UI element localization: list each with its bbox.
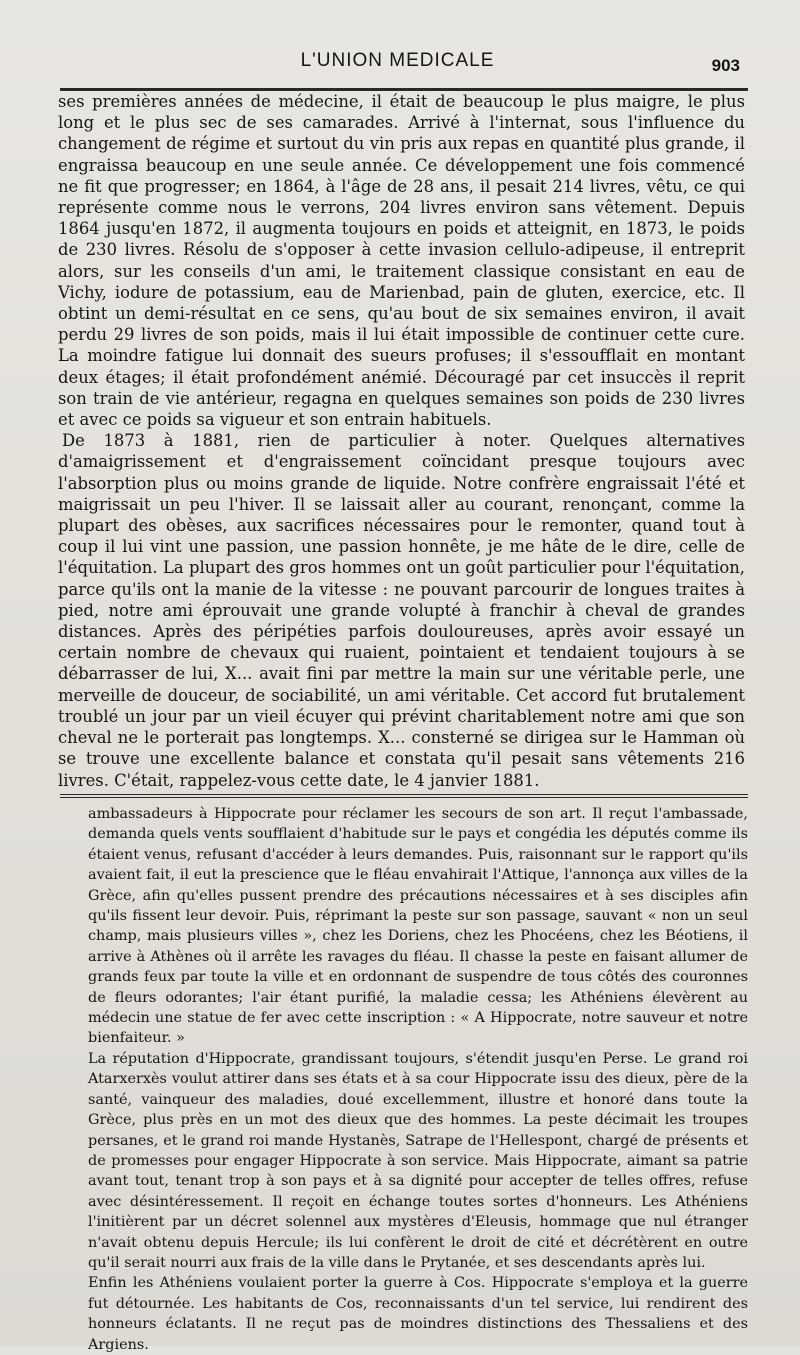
main-article [58,91,745,791]
page-header [55,50,740,82]
main-paragraph-1: ses premières années de médecine, il était de beaucoup le plus maigre, le plus long et le plus sec de ses camarades. Arrivé à l'internat, sous l'influence du changement de régime et surtout du vin pris aux repas en quantité plus grande, il engraissa beaucoup en une seule année. Ce développement une fois commencé ne fit que progresser; en 1864, à l'âge de 28 ans, il pesait 214 livres, vêtu, ce qui représente comme nous le verrons, 204 livres environ sans vêtement. Depuis 1864 jusqu'en 1872, il augmenta toujours en poids et atteignit, en 1873, le poids de 230 livres. Résolu de s'opposer à cette invasion cellulo-adipeuse, il entreprit alors, sur les conseils d'un ami, le traitement classique consistant en eau de Vichy, iodure de potassium, eau de Marienbad, pain de gluten, exercice, etc. Il obtint un demi-résultat en ce sens, qu'au bout de six semaines environ, il avait perdu 29 livres de son poids, mais il lui était impossible de continuer cette cure. La moindre fatigue lui donnait des sueurs profuses; il s'essoufflait en montant deux étages; il était profondément anémié. Découragé par cet insuccès il reprit son train de vie antérieur, regagna en quelques semaines son poids de 230 livres et avec ce poids sa vigueur et son entrain habituels. [58,92,745,430]
journal-title: L'UNION MEDICALE [300,50,495,71]
main-paragraph-2: De 1873 à 1881, rien de particulier à noter. Quelques alternatives d'amaigrissement et d'engraissement coïncidant presque toujours avec l'absorption plus ou moins grande de liquide. Notre confrère engraissait l'été et maigrissait un peu l'hiver. Il se laissait aller au courant, renonçant, comme la plupart des obèses, aux sacrifices nécessaires pour le remonter, quand tout à coup il lui vint une passion, une passion honnête, je me hâte de le dire, celle de l'équitation. La plupart des gros hommes ont un goût particulier pour l'équitation, parce qu'ils ont la manie de la vitesse : ne pouvant parcourir de longues traites à pied, notre ami éprouvait une grande volupté à franchir à cheval de grandes distances. Après des péripéties parfois douloureuses, après avoir essayé un certain nombre de chevaux qui ruaient, pointaient et tendaient toujours à se débarrasser de lui, X... avait fini par mettre la main sur une véritable perle, une merveille de douceur, de sociabilité, un ami véritable. Cet accord fut brutalement troublé un jour par un vieil écuyer qui prévint charitablement notre ami que son cheval ne le porterait pas longtemps. X... consterné se dirigea sur le Hamman où se trouve une excellente balance et constata qu'il pesait sans vêtements 216 livres. C'était, rappelez-vous cette date, le 4 janvier 1881. [58,431,745,790]
feuilleton-separator [60,794,748,801]
page-number: 903 [711,56,740,75]
feuilleton-text [88,804,748,1355]
feuilleton-paragraph-1: ambassadeurs à Hippocrate pour réclamer les secours de son art. Il reçut l'ambassade, demanda quels vents soufflaient d'habitude sur le pays et congédia les députés comme ils étaient venus, refusant d'accéder à leurs demandes. Puis, raisonnant sur le rapport qu'ils avaient fait, il eut la prescience que le fléau envahirait l'Attique, l'annonça aux villes de la Grèce, afin qu'elles pussent prendre des précautions nécessaires et à ses disciples afin qu'ils fissent leur devoir. Puis, réprimant la peste sur son passage, sauvant « non un seul champ, mais plusieurs villes », chez les Doriens, chez les Phocéens, chez les Béotiens, il arrive à Athènes où il arrête les ravages du fléau. Il chasse la peste en faisant allumer de grands feux par toute la ville et en ordonnant de suspendre de tous côtés des couronnes de fleurs odorantes; l'air étant purifié, la maladie cessa; les Athéniens élevèrent au médecin une statue de fer avec cette inscription : « A Hippocrate, notre sauveur et notre bienfaiteur. » [88,806,748,1047]
feuilleton-paragraph-2: La réputation d'Hippocrate, grandissant toujours, s'étendit jusqu'en Perse. Le grand roi Atarxerxès voulut attirer dans ses états et à sa cour Hippocrate issu des dieux, père de la santé, vainqueur des maladies, doué excellemment, illustre et honoré dans toute la Grèce, plus près en un mot des dieux que des hommes. La peste décimait les troupes persanes, et le grand roi mande Hystanès, Satrape de l'Hellespont, chargé de présents et de promesses pour engager Hippocrate à son service. Mais Hippocrate, aimant sa patrie avant tout, tenant trop à son pays et à sa dignité pour accepter de telles offres, refuse avec désintéressement. Il reçoit en échange toutes sortes d'honneurs. Les Athéniens l'initièrent par un décret solennel aux mystères d'Eleusis, hommage que nul étranger n'avait obtenu depuis Hercule; ils lui confèrent le droit de cité et décrétèrent en outre qu'il serait nourri aux frais de la ville dans le Prytanée, et ses descendants après lui. [88,1050,748,1271]
feuilleton-paragraph-3: Enfin les Athéniens voulaient porter la guerre à Cos. Hippocrate s'employa et la guerre fut détournée. Les habitants de Cos, reconnaissants d'un tel service, lui rendirent des honneurs éclatants. Il ne reçut pas de moindres distinctions des Thessaliens et des Argiens. [88,1275,748,1353]
